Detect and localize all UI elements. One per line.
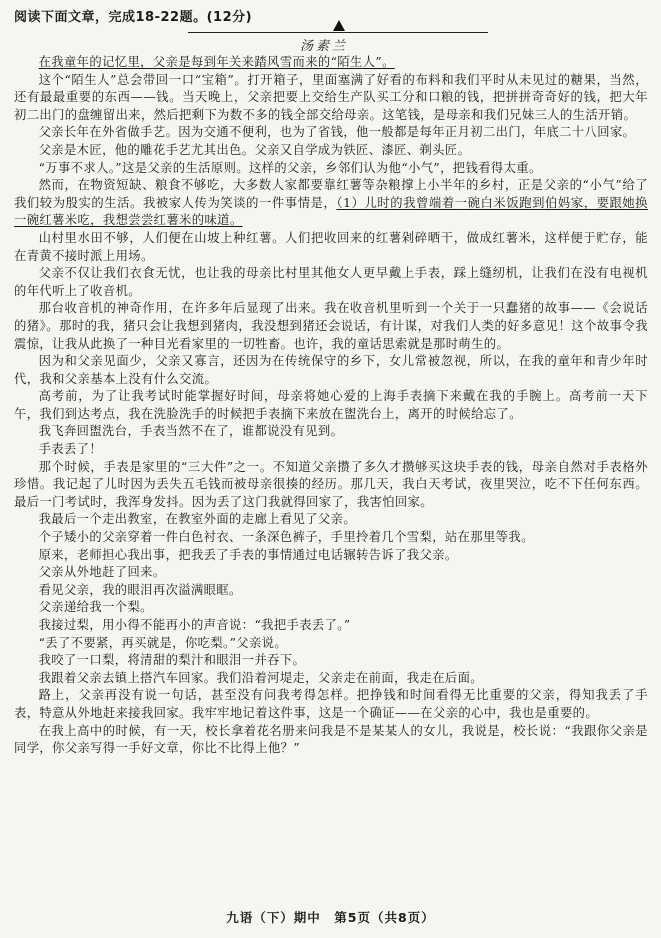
article-paragraph: 在我上高中的时候，有一天，校长拿着花名册来问我是不是某某人的女儿，我说是，校长说：“我跟你父亲是同学，你父亲写得一手好文章，你比不比得上他？”	[14, 723, 648, 756]
article-paragraph: 因为和父亲见面少，父亲又寡言，还因为在传统保守的乡下，女儿常被忽视，所以，在我的童年和青少年时代，我和父亲基本上没有什么交流。	[14, 354, 648, 386]
article-paragraph: “万事不求人。”这是父亲的生活原则。这样的父亲，乡邻们认为他“小气”，把钱看得太重。	[38, 160, 542, 175]
article-paragraph: 高考前，为了让我考试时能掌握好时间，母亲将她心爱的上海手表摘下来戴在我的手腕上。高考前一天下午，我们到达考点，我在洗脸洗手的时候把手表摘下来放在盥洗台上，离开的时候给忘了。	[14, 389, 648, 421]
underlined-sentence-1: （1）儿时的我曾端着一碗白米饭跑到伯妈家，要跟她换一碗红薯米吃，我想尝尝红薯米的味道。	[14, 195, 648, 228]
article-paragraph: “丢了不要紧，再买就是，你吃梨。”父亲说。	[38, 635, 288, 650]
article-body	[14, 54, 648, 758]
article-paragraph	[14, 177, 648, 230]
article-author: 汤素兰	[300, 39, 349, 54]
article-paragraph: 这个“陌生人”总会带回一口“宝箱”。打开箱子，里面塞满了好看的布料和我们平时从未见过的糖果，当然，还有最最重要的东西——钱。当天晚上，父亲把要上交给生产队买工分和口粮的钱，把拼拼奇奇好的钱，把大年初二出门的盘缠留出来，然后把剩下为数不多的钱全部交给母亲。这笔钱，是母亲和我们兄妹三人的生活开销。	[14, 72, 648, 122]
article-paragraph: 山村里水田不够，人们便在山坡上种红薯。人们把收回来的红薯剁碎晒干，做成红薯米，这样便于贮存，能在青黄不接时派上用场。	[14, 230, 648, 263]
article-paragraph: 看见父亲，我的眼泪再次溢满眼眶。	[38, 582, 242, 597]
title-divider	[188, 32, 488, 33]
article-paragraph: 手表丢了！	[38, 442, 103, 457]
article-paragraph: 原来，老师担心我出事，把我丢了手表的事情通过电话辗转告诉了我父亲。	[38, 547, 458, 562]
article-paragraph: 父亲是木匠，他的雕花手艺尤其出色。父亲又自学成为铁匠、漆匠、剃头匠。	[38, 142, 471, 157]
article-paragraph: 我咬了一口梨，将清甜的梨汁和眼泪一并吞下。	[38, 653, 306, 668]
paragraph-text: 然而，在物资短缺、粮食不够吃，大多数人家都要靠红薯等杂粮撑上小半年的乡村，正是父亲的“小气”给了我们较为殷实的生活。我被家人传为笑谈的一件事情是，	[14, 178, 648, 210]
article-paragraph: 父亲递给我一个梨。	[38, 600, 153, 615]
article-paragraph: 我最后一个走出教室，在教室外面的走廊上看见了父亲。	[38, 512, 357, 527]
article-paragraph: 我接过梨，用小得不能再小的声音说：“我把手表丢了。”	[38, 618, 351, 632]
article-paragraph: 我跟着父亲去镇上搭汽车回家。我们沿着河堤走，父亲走在前面，我走在后面。	[38, 670, 483, 685]
article-paragraph: 我飞奔回盥洗台，手表当然不在了，谁都说没有见到。	[38, 424, 344, 439]
question-instruction: 阅读下面文章，完成18-22题。(12分)	[14, 10, 253, 25]
triangle-marker-icon	[333, 20, 345, 31]
article-paragraph: 父亲从外地赶了回来。	[38, 565, 166, 580]
article-paragraph: 那台收音机的神奇作用，在许多年后显现了出来。我在收音机里听到一个关于一只蠢猪的故事——《会说话的猪》。那时的我，猪只会让我想到猪肉，我没想到猪还会说话，有计谋，对我们人类的好多意见！这个故事令我震惊，让我从此换了一种目光看家里的一切牲畜。也许，我的童话思索就是那时萌生的。	[14, 301, 648, 351]
article-paragraph: 父亲不仅让我们衣食无忧，也让我的母亲比村里其他女人更早戴上手表，踩上缝纫机，让我们在没有电视机的年代听上了收音机。	[14, 266, 648, 298]
article-paragraph: 路上，父亲再没有说一句话，甚至没有问我考得怎样。把挣钱和时间看得无比重要的父亲，得知我丢了手表，特意从外地赶来接我回家。我牢牢地记着这件事，这是一个确证——在父亲的心中，我也是重要的。	[14, 688, 648, 720]
article-paragraph: 个子矮小的父亲穿着一件白色衬衣、一条深色裤子，手里拎着几个雪梨，站在那里等我。	[38, 530, 534, 545]
article-paragraph: 父亲长年在外省做手艺。因为交通不便利，也为了省钱，他一般都是每年正月初二出门，年底二十八回家。	[38, 125, 636, 140]
page-footer: 九语（下）期中 第5页（共8页）	[226, 910, 435, 925]
article-paragraph: 在我童年的记忆里，父亲是每到年关来踏风雪而来的“陌生人”。	[38, 55, 395, 69]
article-paragraph: 那个时候，手表是家里的“三大件”之一。不知道父亲攒了多久才攒够买这块手表的钱，母亲自然对手表格外珍惜。我记起了儿时因为丢失五毛钱而被母亲很揍的经历。那几天，我白天考试，夜里哭泣，吃不下任何东西。最后一门考试时，我浑身发抖。因为丢了这门我就得回家了，我害怕回家。	[14, 459, 648, 509]
